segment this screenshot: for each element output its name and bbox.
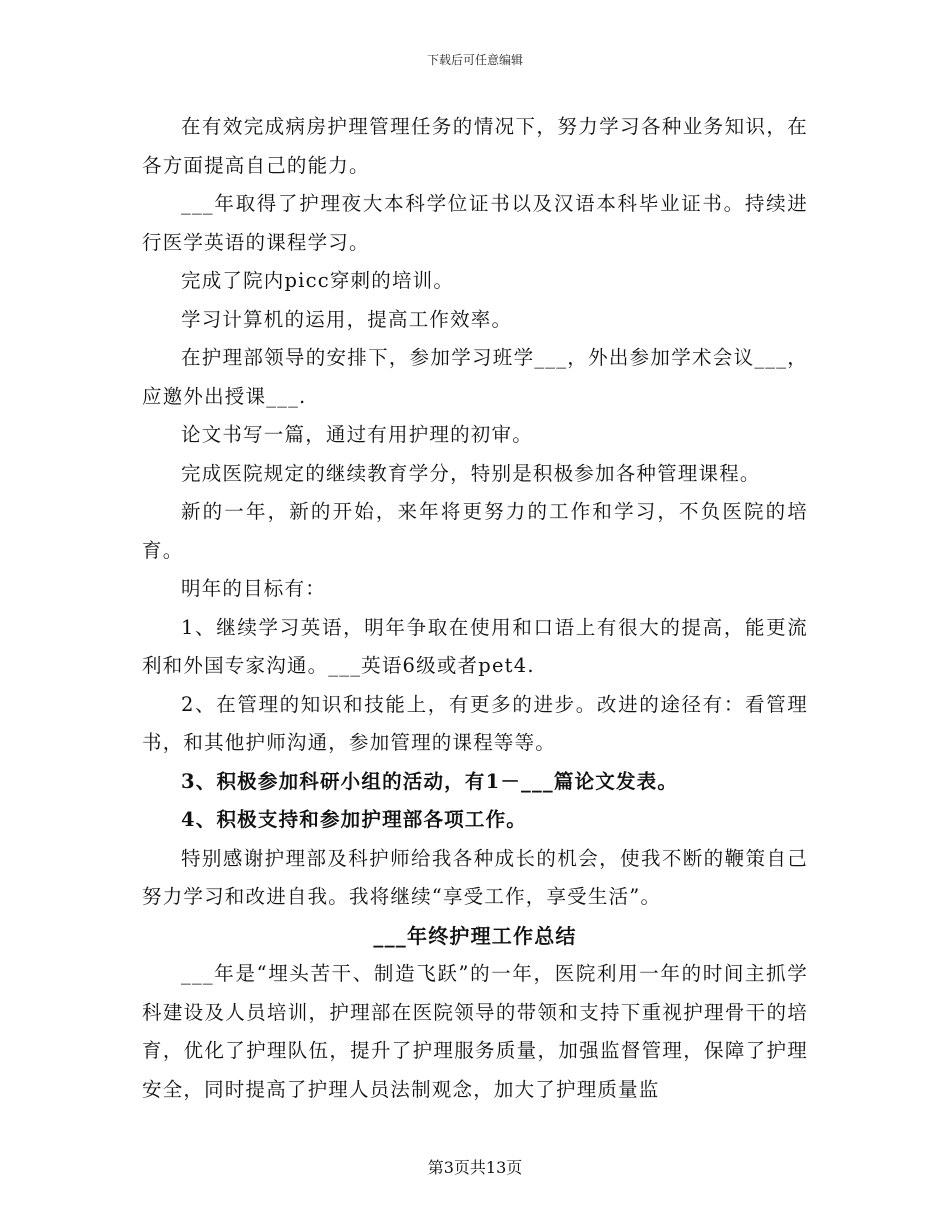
paragraph-continuing-education: 完成医院规定的继续教育学分，特别是积极参加各种管理课程。: [181, 461, 761, 485]
page-header: 下载后可任意编辑: [426, 53, 523, 67]
goal-item-management: 2、在管理的知识和技能上，有更多的进步。改进的途径有：看管理书，和其他护师沟通，参加管理的课程等等。: [142, 692, 808, 754]
paragraph-computer-use: 学习计算机的运用，提高工作效率。: [181, 307, 513, 331]
paragraph-annual-summary: ___年是“埋头苦干、制造飞跃”的一年，医院利用一年的时间主抓学科建设及人员培训，护理部在医院领导的带领和支持下重视护理骨干的培育，优化了护理队伍，提升了护理服务质量，加强监督管理，保障了护理安全，同时提高了护理人员法制观念，加大了护理质量监: [142, 962, 808, 1101]
paragraph-training-classes: 在护理部领导的安排下，参加学习班学___，外出参加学术会议___，应邀外出授课___.: [142, 346, 808, 408]
paragraph-certificates: ___年取得了护理夜大本科学位证书以及汉语本科毕业证书。持续进行医学英语的课程学习。: [142, 192, 808, 254]
paragraph-picc-training: 完成了院内picc穿刺的培训。: [181, 269, 455, 292]
paragraph-study-knowledge: 在有效完成病房护理管理任务的情况下，努力学习各种业务知识，在各方面提高自己的能力。: [142, 115, 808, 177]
page-footer: 第3页共13页: [427, 1158, 523, 1177]
section-title: ___年终护理工作总结: [373, 923, 577, 948]
paragraph-new-year: 新的一年，新的开始，来年将更努力的工作和学习，不负医院的培育。: [142, 500, 808, 562]
paragraph-thanks: 特别感谢护理部及科护师给我各种成长的机会，使我不断的鞭策自己努力学习和改进自我。我将继续“享受工作，享受生活”。: [142, 846, 808, 908]
goal-item-support: 4、积极支持和参加护理部各项工作。: [181, 808, 527, 831]
paragraph-paper-writing: 论文书写一篇，通过有用护理的初审。: [181, 423, 533, 446]
document-body: [142, 108, 808, 1109]
goal-item-english: 1、继续学习英语，明年争取在使用和口语上有很大的提高，能更流利和外国专家沟通。___英语6级或者pet4.: [142, 615, 808, 677]
goal-item-research: 3、积极参加科研小组的活动，有1－___篇论文发表。: [181, 769, 679, 793]
paragraph-goals-intro: 明年的目标有：: [181, 577, 326, 600]
